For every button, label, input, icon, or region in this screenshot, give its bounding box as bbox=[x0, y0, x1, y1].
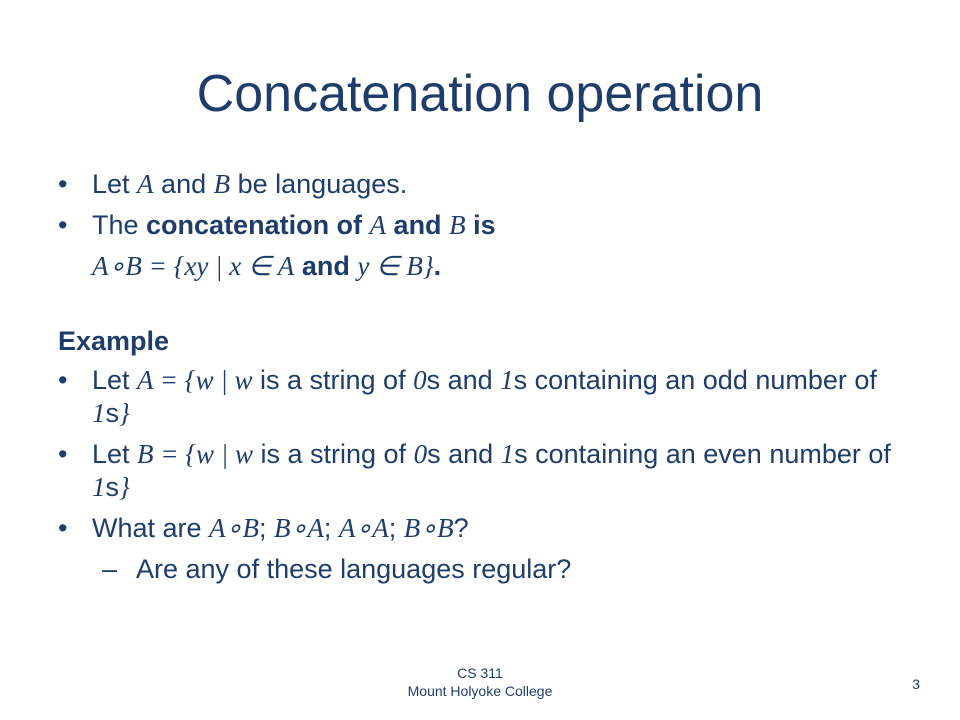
text: is a string of bbox=[252, 365, 414, 395]
footer-course: CS 311 bbox=[457, 665, 503, 681]
example-heading: Example bbox=[58, 326, 170, 356]
math: A∘B = {xy | x ∈ A bbox=[92, 251, 295, 281]
text: ; bbox=[323, 513, 339, 543]
math: 1 bbox=[500, 365, 514, 395]
math-a: A bbox=[369, 210, 387, 240]
text: s bbox=[105, 398, 119, 428]
math: A∘A bbox=[338, 513, 389, 543]
text: ; bbox=[388, 513, 404, 543]
math-b: B bbox=[213, 169, 231, 199]
term-bold: is bbox=[465, 210, 496, 240]
slide-title: Concatenation operation bbox=[196, 65, 764, 123]
math: B∘B bbox=[403, 513, 454, 543]
math: 1 bbox=[500, 439, 515, 469]
concatenation-formula bbox=[58, 250, 918, 283]
text: be languages. bbox=[230, 169, 408, 199]
text: What are bbox=[92, 513, 210, 543]
text: s containing an even number of bbox=[514, 439, 891, 469]
text: Let bbox=[92, 169, 138, 199]
slide-number: 3 bbox=[912, 676, 920, 692]
math: 1 bbox=[92, 472, 106, 502]
term-bold: and bbox=[386, 210, 450, 240]
math: 1 bbox=[92, 398, 106, 428]
text: s containing an odd number of bbox=[513, 365, 877, 395]
math: 0 bbox=[413, 439, 428, 469]
text: and bbox=[153, 169, 214, 199]
math: } bbox=[119, 472, 130, 502]
sub-bullet-regular: – Are any of these languages regular? bbox=[58, 553, 918, 586]
text: The bbox=[92, 210, 147, 240]
bullet-example-a bbox=[58, 364, 918, 430]
text: s and bbox=[427, 439, 501, 469]
slide-body bbox=[58, 168, 918, 586]
text-bold: and bbox=[294, 251, 358, 281]
math: } bbox=[119, 398, 130, 428]
text: is a string of bbox=[253, 439, 414, 469]
bullet-languages bbox=[58, 168, 918, 201]
math: 0 bbox=[413, 365, 427, 395]
text: ; bbox=[258, 513, 274, 543]
text: Let bbox=[92, 365, 138, 395]
bullet-question bbox=[58, 512, 918, 545]
text-bold: . bbox=[433, 251, 442, 281]
text: s and bbox=[426, 365, 501, 395]
footer-college: Mount Holyoke College bbox=[407, 683, 553, 699]
bullet-concatenation-definition bbox=[58, 209, 918, 242]
text: Let bbox=[92, 439, 138, 469]
math-b: B bbox=[449, 210, 466, 240]
term-bold: concatenation of bbox=[146, 210, 370, 240]
math: y ∈ B} bbox=[357, 251, 434, 281]
text: ? bbox=[453, 513, 469, 543]
slide-footer bbox=[0, 664, 960, 700]
math-a: A bbox=[137, 169, 154, 199]
math: A = {w | w bbox=[137, 365, 253, 395]
bullet-example-b bbox=[58, 438, 918, 504]
text: s bbox=[105, 472, 119, 502]
math: A∘B bbox=[209, 513, 259, 543]
math: B∘A bbox=[273, 513, 324, 543]
math: B = {w | w bbox=[137, 439, 253, 469]
